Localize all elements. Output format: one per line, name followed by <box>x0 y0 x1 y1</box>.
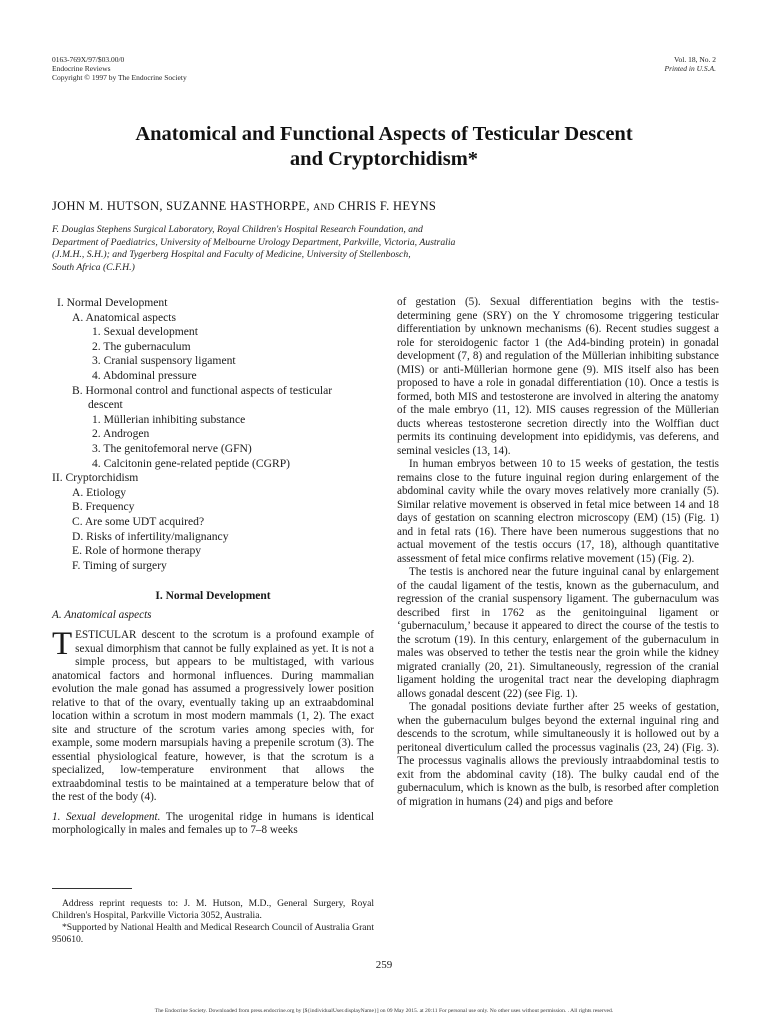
copyright-line: Copyright © 1997 by The Endocrine Society <box>52 73 187 82</box>
issue-meta <box>665 55 716 73</box>
toc-item: F. Timing of surgery <box>72 558 167 572</box>
title-line-2: and Cryptorchidism* <box>289 148 479 170</box>
table-of-contents <box>52 296 374 573</box>
author-list <box>52 199 436 214</box>
journal-name: Endocrine Reviews <box>52 64 111 73</box>
run-in-heading: 1. Sexual development. <box>52 810 161 823</box>
toc-item: B. Frequency <box>72 500 135 514</box>
paragraph-text: The urogenital ridge in humans is identical morphologically in males and females up to 7–8 weeks <box>52 810 375 837</box>
footnotes <box>52 898 374 946</box>
toc-item-text-cont: descent <box>88 398 123 412</box>
toc-item: I. Normal Development <box>57 296 168 309</box>
affiliations <box>52 224 612 275</box>
body-paragraph <box>52 626 374 805</box>
download-footer: The Endocrine Society. Downloaded from press.endocrine.org by [${individualUser.displayName}] on 09 May 2015. at 20:11 For personal use only. No other uses without permission. . All rights reserved. <box>154 1008 614 1014</box>
toc-item: A. Etiology <box>72 485 127 499</box>
toc-item: 3. Cranial suspensory ligament <box>92 354 236 368</box>
body-paragraph <box>52 811 374 838</box>
toc-item: II. Cryptorchidism <box>52 471 139 485</box>
toc-item: 4. Calcitonin gene-related peptide (CGRP) <box>92 456 291 470</box>
authors-last: CHRIS F. HEYNS <box>338 199 437 213</box>
volume-number: Vol. 18, No. 2 <box>674 55 716 64</box>
paragraph-text: descent to the scrotum is a profound example of sexual dimorphism that cannot be fully explained as yet. It is not a simple process, but appears to be multistaged, with various anatomical factors and hormonal influences. During mammalian evolution the male gonad has assumed a progressively lower position relative to that of the ovary, eventually taking up an extraabdominal location within a scrotum in most modern mammals (1, 2). The exact site and structure of the scrotum varies among species with, for example, some modern marsupials having a prepenile scrotum (3). The essential physiological feature, however, is that the scrotum is a specialized, low-temperature environment that allows the extraabdominal testis to be maintained at a temperature below that of the rest of the body (4). <box>52 629 374 804</box>
page-number: 259 <box>375 959 393 971</box>
article-title <box>40 122 728 172</box>
toc-item: 1. Müllerian inhibiting substance <box>92 412 246 426</box>
subsection-heading: A. Anatomical aspects <box>52 609 152 622</box>
toc-item: C. Are some UDT acquired? <box>72 514 205 528</box>
left-column <box>52 296 374 838</box>
printed-location: Printed in U.S.A. <box>664 64 716 73</box>
affiliation-line: (J.M.H., S.H.); and Tygerberg Hospital and Faculty of Medicine, University of Stellenbosch, <box>52 249 411 261</box>
toc-item: E. Role of hormone therapy <box>72 544 202 558</box>
body-paragraph: The testis is anchored near the future inguinal canal by enlargement of the caudal ligament of the testis, known as the gubernaculum, and regression of the cranial suspensory ligament. The gubernaculum was described first in 1762 as the genitoinguinal ligament or ‘gubernaculum,’ because it appeared to direct the course of the testis to the scrotum (19). In this century, enlargement of the gubernaculum in males was observed to tether the testis near the groin while the kidney migrated cranially (20, 21). Simultaneously, regression of the cranial ligament holding the urogenital tract near the developing diaphragm allows gonadal descent (22) (see Fig. 1). <box>397 566 719 700</box>
toc-item: 2. The gubernaculum <box>92 339 191 353</box>
authors-first: JOHN M. HUTSON, SUZANNE HASTHORPE, <box>52 199 310 213</box>
affiliation-line: South Africa (C.F.H.) <box>52 262 135 274</box>
right-column <box>397 296 719 809</box>
affiliation-line: F. Douglas Stephens Surgical Laboratory, Royal Children's Hospital Research Foundation, and <box>52 224 423 235</box>
toc-item <box>52 384 374 413</box>
toc-item: A. Anatomical aspects <box>72 310 176 324</box>
body-paragraph: The gonadal positions deviate further after 25 weeks of gestation, when the gubernaculum bulges beyond the external inguinal ring and descends to the scrotum, while simultaneously it is hollowed out by a peritoneal diverticulum called the processus vaginalis (23, 24) (Fig. 3). The processus vaginalis allows the previously intraabdominal testis to exit from the abdominal cavity (18). The bulky caudal end of the gubernaculum, which is known as the bulb, is resorbed after completion of migration in humans (24) and pigs and before <box>397 701 719 808</box>
section-heading: I. Normal Development <box>155 590 271 603</box>
body-paragraph: of gestation (5). Sexual differentiation begins with the testis-determining gene (SRY) on the Y chromosome triggering testicular differentiation by unknown mechanisms (6). Recent studies suggest a role for steroidogenic factor 1 (the Ad4-binding protein) in gonadal development (7, 8) and regulation of the Müllerian inhibiting substance (MIS) or anti-Müllerian hormone gene (9). MIS itself also has been proposed to have a role in gonadal differentiation (10). Once a testis is formed, both MIS and testosterone are involved in altering the anatomy of the male embryo (11, 12). MIS causes regression of the Müllerian ducts whereas testosterone secretion directly into the Wolffian duct permits its continuing development into epididymis, vas deferens, and seminal vesicles (13, 14). <box>397 296 719 457</box>
footnote-rule <box>52 888 132 889</box>
lead-word: ESTICULAR <box>75 629 137 642</box>
affiliation-line: Department of Paediatrics, University of Melbourne Urology Department, Parkville, Victoria, Australia <box>52 236 456 248</box>
toc-item: 4. Abdominal pressure <box>92 368 197 382</box>
authors-and: AND <box>313 203 335 213</box>
body-paragraph: In human embryos between 10 to 15 weeks of gestation, the testis remains close to the future inguinal region during enlargement of the abdominal cavity while the ovary moves relatively more cranially (5). Similar relative movement is observed in fetal mice between 14 and 18 days of gestation on scanning electron microscopy (EM) (15) (Fig. 1) and in fetal rats (16). There have been numerous suggestions that no actual movement of the testis occurs (17, 18), although quantitative assessment of fetal mice confirms relative movement (15) (Fig. 2). <box>397 458 719 565</box>
toc-item: 2. Androgen <box>92 427 150 441</box>
journal-meta <box>52 55 187 82</box>
footnote: *Supported by National Health and Medical Research Council of Australia Grant 950610. <box>52 922 374 945</box>
toc-item-text: B. Hormonal control and functional aspects of testicular <box>72 383 333 397</box>
footnote: Address reprint requests to: J. M. Hutson, M.D., General Surgery, Royal Children's Hospital, Parkville Victoria 3052, Australia. <box>52 898 374 921</box>
toc-item: 1. Sexual development <box>92 325 198 339</box>
drop-cap: T <box>52 626 73 663</box>
title-line-1: Anatomical and Functional Aspects of Testicular Descent <box>135 123 633 145</box>
toc-item: 3. The genitofemoral nerve (GFN) <box>92 441 252 455</box>
issn-code: 0163-769X/97/$03.00/0 <box>52 55 125 64</box>
toc-item: D. Risks of infertility/malignancy <box>72 529 229 543</box>
